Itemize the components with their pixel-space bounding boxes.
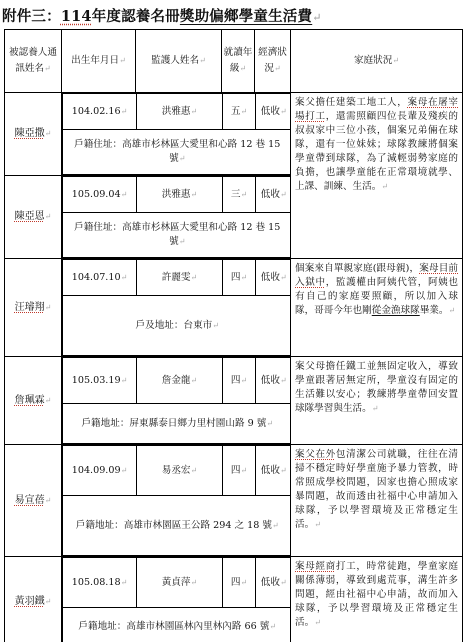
child-name-cell: 易宣蓓↵ [5,445,62,557]
family-description [291,93,463,259]
child-address: 戶籍地址：屏東縣泰日鄉力里村園山路 9 號↵ [63,404,291,444]
child-name: 詹珮霖 [14,394,45,406]
family-text-segment: 案母目前入獄中 [295,263,458,288]
child-info-cell [62,445,291,557]
table-row [5,259,463,357]
table-row [5,93,463,176]
child-info-grid [62,445,291,556]
child-address: 戶籍地址：高雄市林園區林內里林內路 66 號↵ [63,608,291,642]
child-info-grid [62,93,291,175]
paragraph-mark-icon: ↵ [312,11,322,24]
family-text-segment: 打工，時常徒跑，學童家庭關係薄弱，導致到處荒事，溝生許多問題，經由社福中心申請，故而加入球隊，予以學習環境及正常穩定生活。 [295,561,459,628]
child-birth: 105.08.18↵ [63,558,137,608]
title-colon: ： [46,8,61,25]
title-year: 114 [60,8,92,25]
child-guardian: 洪雅惠↵ [137,177,223,213]
child-economy: 低收↵ [256,558,291,608]
child-birth: 104.02.16↵ [63,94,137,130]
paragraph-mark-icon: ↵ [314,520,321,529]
child-guardian: 許麗雯↵ [137,260,223,296]
child-info-grid [62,357,291,444]
child-name: 陳亞撒 [14,128,45,139]
header-birth: 出生年月日↵ [62,30,136,93]
child-name-cell: 詹珮霖↵ [5,357,62,445]
child-info-cell [62,93,291,176]
paragraph-mark-icon: ↵ [381,182,389,191]
child-grade: 四↵ [223,558,256,608]
child-economy: 低收↵ [256,446,291,496]
header-guardian: 監護人姓名↵ [136,30,222,93]
child-name-cell: 陳亞恩↵ [5,176,62,259]
title-prefix: 附件三 [2,8,47,25]
child-grade: 五↵ [223,94,256,130]
header-family: 家庭狀況↵ [291,30,463,93]
adoption-table [4,29,463,642]
child-name: 陳亞恩 [14,211,45,222]
family-text-segment: 從金漁球隊 [371,305,420,316]
child-name: 易宣蓓 [14,494,45,506]
table-row [5,445,463,557]
table-row [5,357,463,445]
family-text-segment: ，還需照顧四位長輩及殘疾的叔叔家中三位小孩，個案兄弟倆在球隊，還有一位妹妹；球隊教練將個案學童帶到球隊，為了減輕弱勢家庭的負擔，也讓學童能在正常環境就學、上課、訓練、生活。 [295,111,459,192]
paragraph-mark-icon: ↵ [448,306,456,315]
child-name-cell: 黃羽鐵↵ [5,557,62,642]
child-economy: 低收↵ [256,260,291,296]
header-grade: 就讀年級↵ [222,30,255,93]
family-description [291,445,463,557]
child-name-cell: 陳亞撒↵ [5,93,62,176]
child-info-grid [62,557,291,642]
family-description [291,259,463,357]
child-guardian: 詹金龍↵ [137,358,223,404]
child-name-cell: 汪璿翔↵ [5,259,62,357]
family-text-segment: 案母在屠宰場打工 [295,97,459,122]
header-row [5,30,463,93]
child-info-cell [62,557,291,642]
child-info-cell [62,176,291,259]
header-name: 被認養人通訊姓名↵ [5,30,62,93]
family-text-segment: 畢業。 [419,305,449,316]
child-info-cell [62,357,291,445]
child-economy: 低收↵ [256,358,291,404]
family-text-segment: 案父在外 [295,449,336,460]
child-info-grid [62,176,291,258]
child-name: 黃羽鐵 [14,596,45,607]
child-economy: 低收↵ [256,94,291,130]
title-underlined: 獎助偏鄉學童生活費 [179,8,313,25]
document-title [2,5,462,27]
child-guardian: 黃貞萍↵ [137,558,223,608]
child-birth: 105.09.04↵ [63,177,137,213]
child-birth: 104.09.09↵ [63,446,137,496]
child-economy: 低收↵ [256,177,291,213]
family-text-segment: 案父母擔任鐵工並無固定收入，導致學童跟著居無定所，學童沒有固定的生活難以安心；教練將學童帶回安置球隊學習與生活。 [295,361,458,414]
family-text-segment: 案母經商 [295,561,336,572]
child-guardian: 易丞宏↵ [137,446,223,496]
child-grade: 四↵ [223,358,256,404]
child-birth: 105.03.19↵ [63,358,137,404]
child-grade: 四↵ [223,446,256,496]
family-text-segment: 案父擔任建築工地工人， [295,97,408,108]
child-address: 戶籍住址：高雄市杉林區大愛里和心路 12 巷 15 號↵ [63,130,291,175]
header-economy: 經濟狀況↵ [255,30,291,93]
paragraph-mark-icon: ↵ [314,618,321,627]
child-info-cell [62,259,291,357]
paragraph-mark-icon: ↵ [371,404,379,413]
child-address: 戶籍住址：高雄市杉林區大愛里和心路 12 巷 15 號↵ [63,213,291,258]
child-grade: 四↵ [223,260,256,296]
child-address: 戶籍地址：高雄市林園區王公路 294 之 18 號↵ [63,496,291,556]
table-row [5,557,463,642]
child-name: 汪璿翔 [14,301,45,313]
family-description [291,557,463,642]
family-text-segment: ，監護權由阿姨代管，阿姨也有自己的家庭要照顧，所以加入球隊，哥哥今年也剛 [295,277,459,316]
child-birth: 104.07.10↵ [63,260,137,296]
child-grade: 三↵ [223,177,256,213]
family-text-segment: 包清潔公司就職，往往在清掃不穩定時好學童施予暴力管教，時常照成學校問題，因家也擔心照成家暴問題，故而透由社福中心申請加入球隊，予以學習環境及正常穩定生活。 [295,449,459,530]
child-guardian: 洪雅惠↵ [137,94,223,130]
child-address: 戶及地址：台東市↵ [63,296,291,356]
family-text-segment: 個案來自單親家庭(跟母親)， [295,263,420,274]
family-description [291,357,463,445]
child-info-grid [62,259,291,356]
title-middle: 年度認養名冊 [91,8,180,25]
